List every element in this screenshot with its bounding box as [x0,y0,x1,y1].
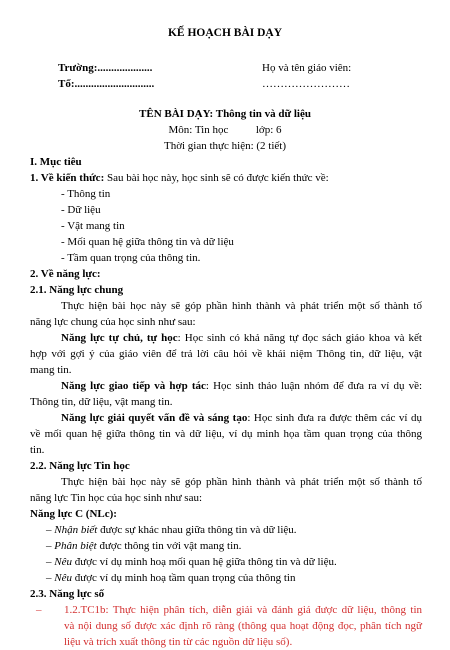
problem-solving-line: về mối quan hệ giữa thông tin và dữ liệu, ví dụ minh họa tầm quan trọng của thông [30,428,422,440]
list-item: – Nhận biết được sự khác nhau giữa thông tin và dữ liệu. [46,524,297,536]
lesson-title: TÊN BÀI DẠY: Thông tin và dữ liệu [139,108,311,120]
general-paragraph-line: Thực hiện bài học này sẽ góp phần hình thành và phát triển một số thành tố [61,300,422,312]
autonomy-label: Năng lực tự chủ, tự học [61,332,178,344]
teacher-name-label: Họ và tên giáo viên: [262,62,352,74]
general-paragraph-line: năng lực chung của học sinh như sau: [30,316,196,328]
school-field: Trường:.................... [58,62,153,74]
autonomy-line: hợp với gợi ý của giáo viên để trả lời câu hỏi về khái niệm Thông tin, dữ liệu, vật [30,348,422,360]
subject-line: Môn: Tin học lớp: 6 [168,124,282,136]
digital-line: và nội dung số được xác định rõ ràng (thông qua hoạt động đọc, phân tích ngữ [64,620,422,632]
digital-competency-heading: 2.3. Năng lực số [30,588,105,600]
digital-line: liệu và trích xuất thông tin từ các nguồn dữ liệu số). [64,636,293,648]
list-item: – Nêu được ví dụ minh hoạ mối quan hệ giữa thông tin và dữ liệu. [46,556,337,568]
list-item: – Phân biệt được thông tin với vật mang tin. [46,540,242,552]
communication-line: Thông tin, dữ liệu, vật mang tin. [30,396,173,408]
list-item: – Nêu được ví dụ minh hoạ tầm quan trọng của thông tin [46,572,296,584]
list-item: - Vật mang tin [61,220,125,232]
communication-line: Năng lực giao tiếp và hợp tác: Học sinh thảo luận nhóm để đưa ra ví dụ về: [61,380,423,392]
teacher-name-dots: …………………… [262,78,350,90]
problem-solving-line: tin. [30,444,45,456]
communication-label: Năng lực giao tiếp và hợp tác [61,380,206,392]
document-title: KẾ HOẠCH BÀI DẠY [167,27,283,39]
general-competency-heading: 2.1. Năng lực chung [30,284,124,296]
knowledge-heading [30,170,329,186]
nlc-heading: Năng lực C (NLc): [30,508,117,520]
list-item: - Tầm quan trọng của thông tin. [61,252,201,264]
knowledge-intro: Sau bài học này, học sinh sẽ có được kiến thức về: [104,172,329,184]
digital-line: 1.2.TC1b: Thực hiện phân tích, diễn giải và đánh giá được dữ liệu, thông tin [64,604,422,616]
problem-solving-line: Năng lực giải quyết vấn đề và sáng tạo: Học sinh đưa ra được thêm các ví dụ [61,412,422,424]
autonomy-line: Năng lực tự chủ, tự học: Học sinh có khả năng tự đọc sách giáo khoa và kết [61,332,422,344]
it-competency-heading: 2.2. Năng lực Tin học [30,460,130,472]
group-field: Tổ:............................. [58,78,155,90]
competency-heading: 2. Về năng lực: [30,268,101,280]
it-paragraph-line: năng lực Tin học của học sinh như sau: [30,492,203,504]
digital-bullet: – [36,604,42,616]
autonomy-line: mang tin. [30,364,72,376]
list-item: - Dữ liệu [61,204,101,216]
knowledge-label: 1. Về kiến thức: [30,172,105,184]
problem-solving-label: Năng lực giải quyết vấn đề và sáng tạo [61,412,248,424]
section-objectives: I. Mục tiêu [30,156,82,168]
duration-line: Thời gian thực hiện: (2 tiết) [163,140,287,152]
it-paragraph-line: Thực hiện bài học này sẽ góp phần hình thành và phát triển một số thành tố [61,476,422,488]
list-item: - Mối quan hệ giữa thông tin và dữ liệu [61,236,234,248]
list-item: - Thông tin [61,188,111,200]
